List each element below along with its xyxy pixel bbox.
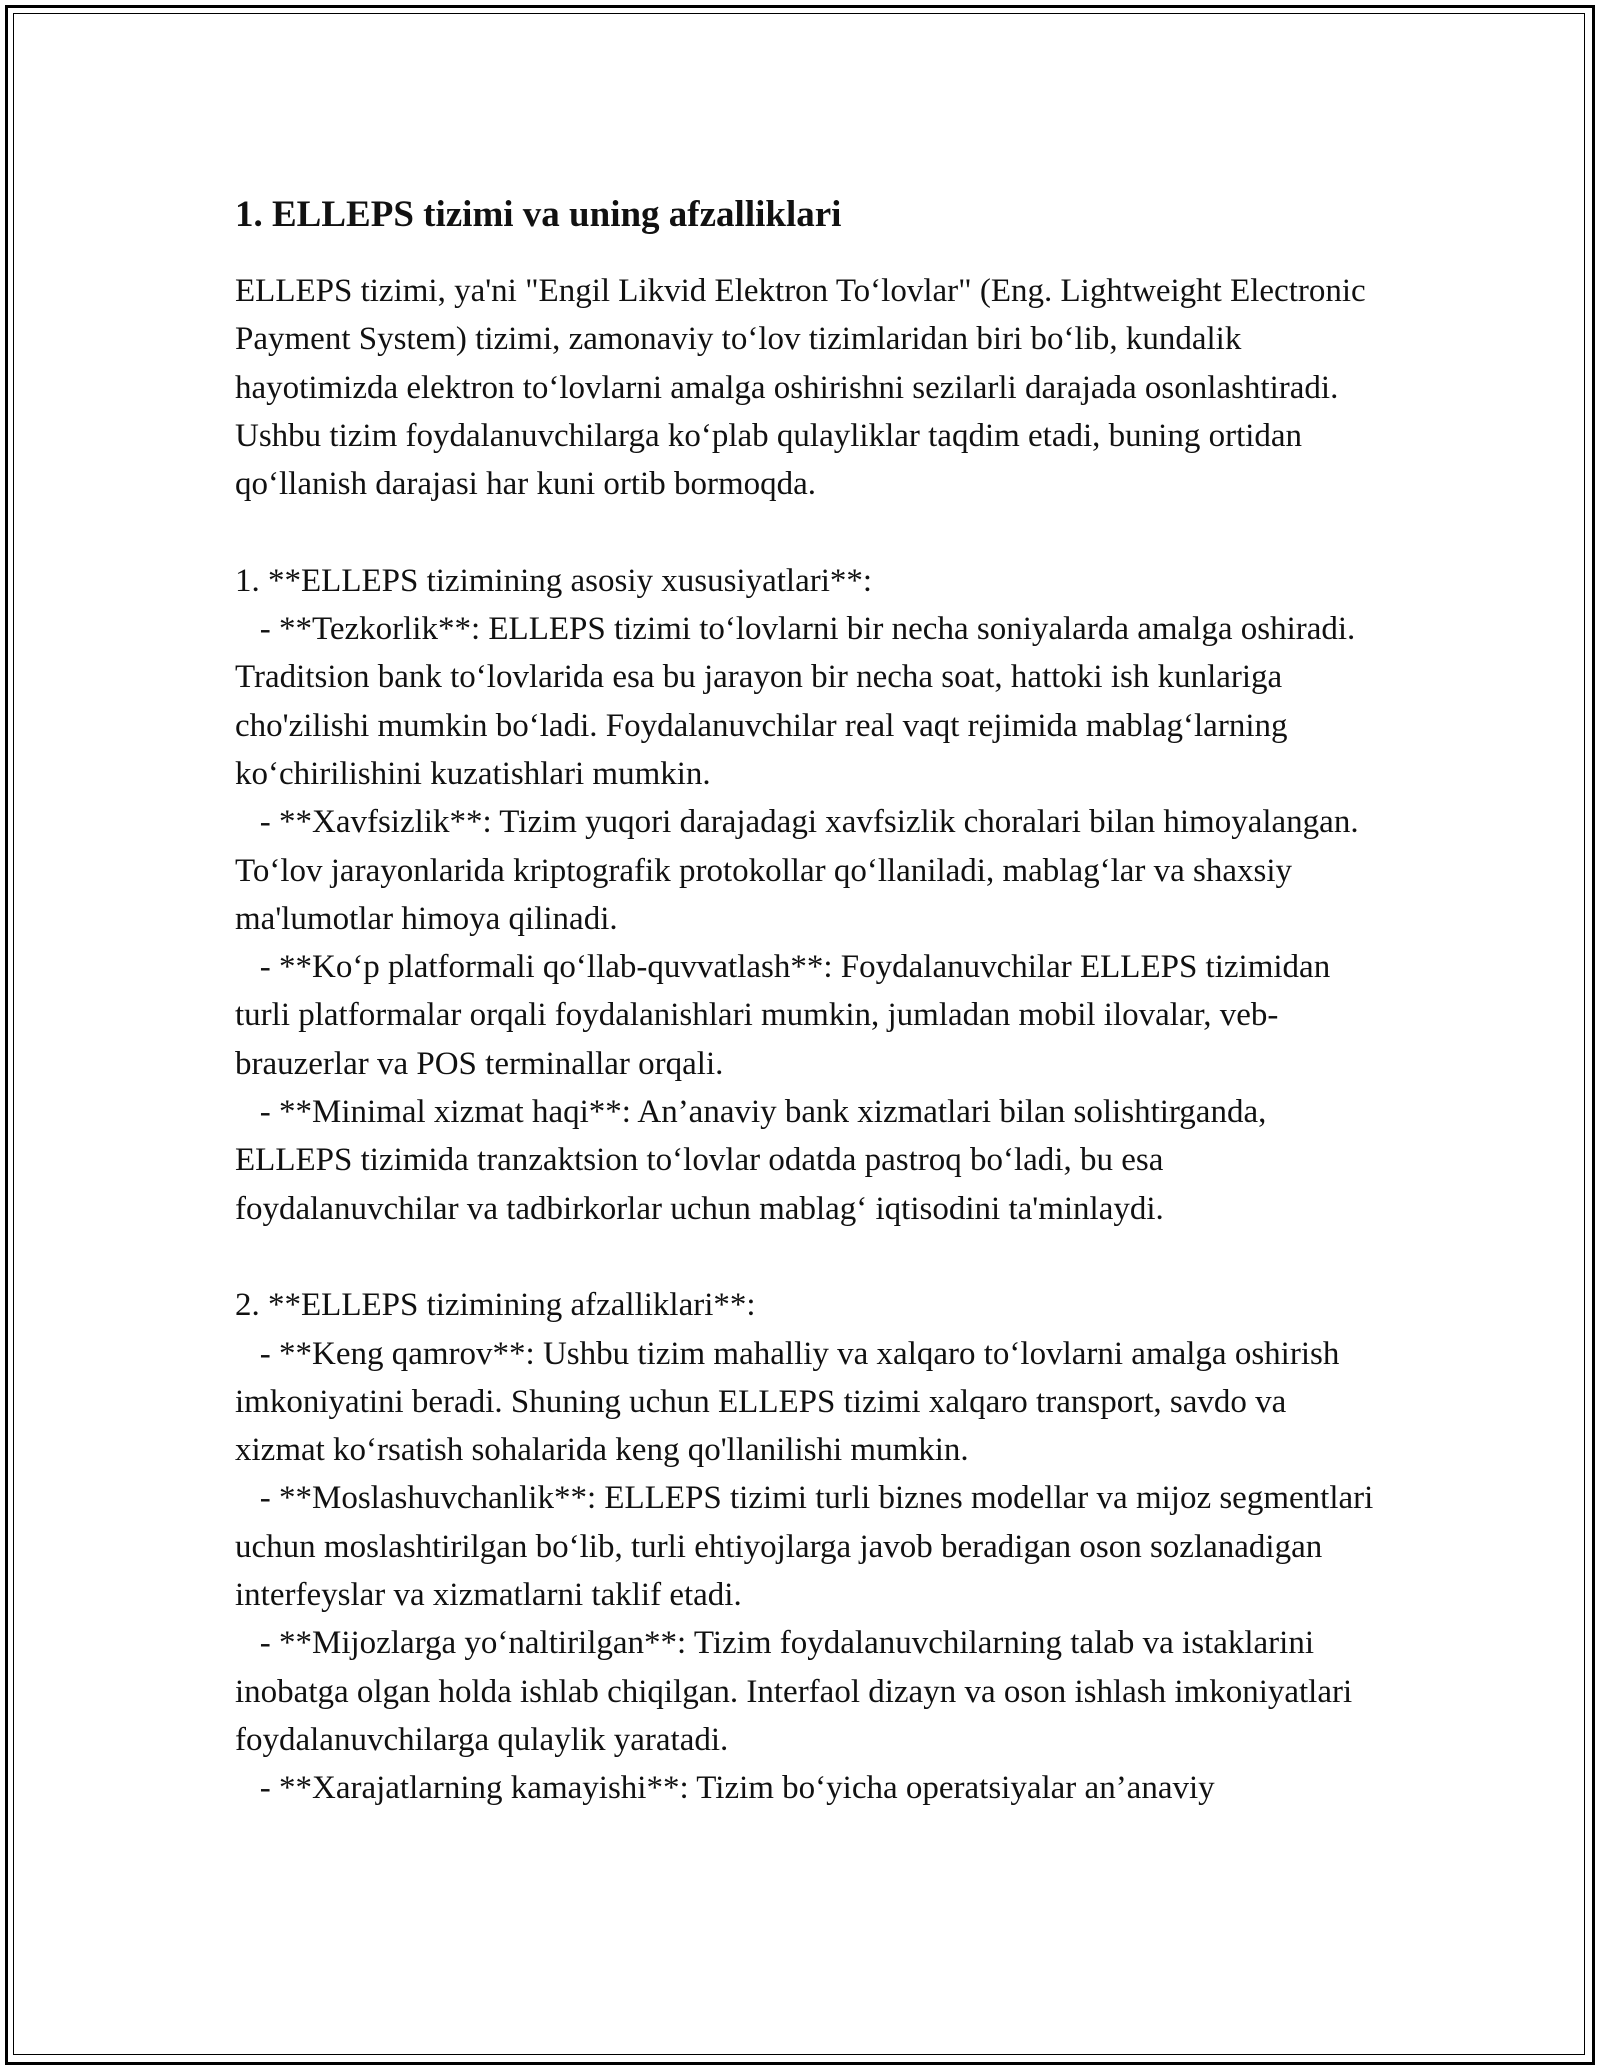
section-heading: 1. **ELLEPS tizimining asosiy xususiyatlari**: [235, 562, 873, 599]
paragraph-gap [235, 508, 1375, 556]
page-title: 1. ELLEPS tizimi va uning afzalliklari [235, 194, 842, 235]
document-page [235, 185, 1382, 1813]
list-item: - **Xavfsizlik**: Tizim yuqori darajadagi xavfsizlik choralari bilan himoyalangan. To‘lov jarayonlarida kriptografik protokollar qo‘llaniladi, mablag‘lar va shaxsiy ma'lumotlar himoya qilinadi. [235, 804, 1367, 937]
list-item: - **Xarajatlarning kamayishi**: Tizim bo‘yicha operatsiyalar an’anaviy [235, 1770, 1215, 1807]
list-item: - **Tezkorlik**: ELLEPS tizimi to‘lovlarni bir necha soniyalarda amalga oshiradi. Traditsion bank to‘lovlarida esa bu jarayon bir necha soat, hattoki ish kunlariga cho'zilishi mumkin bo‘ladi. Foydalanuvchilar real vaqt rejimida mablag‘larning ko‘chirilishini kuzatishlari mumkin. [235, 611, 1363, 792]
intro-paragraph: ELLEPS tizimi, ya'ni "Engil Likvid Elektron To‘lovlar" (Eng. Lightweight Electronic Payment System) tizimi, zamonaviy to‘lov tizimlaridan biri bo‘lib, kundalik hayotimizda elektron to‘lovlarni amalga oshirishni sezilarli darajada osonlashtiradi. Ushbu tizim foydalanuvchilarga ko‘plab qulayliklar taqdim etadi, buning ortidan qo‘llanish darajasi har kuni ortib bormoqda. [235, 273, 1374, 503]
list-item: - **Minimal xizmat haqi**: An’anaviy bank xizmatlari bilan solishtirganda, ELLEPS tizimida tranzaktsion to‘lovlar odatda pastroq bo‘ladi, bu esa foydalanuvchilar va tadbirkorlar uchun mablag‘ iqtisodini ta'minlaydi. [235, 1094, 1275, 1227]
section-heading: 2. **ELLEPS tizimining afzalliklari**: [235, 1287, 756, 1324]
paragraph-gap [235, 1233, 1375, 1281]
list-item: - **Ko‘p platformali qo‘llab-quvvatlash**: Foydalanuvchilar ELLEPS tizimidan turli platformalar orqali foydalanishlari mumkin, jumladan mobil ilovalar, veb-brauzerlar va POS terminallar orqali. [235, 949, 1339, 1082]
list-item: - **Keng qamrov**: Ushbu tizim mahalliy va xalqaro to‘lovlarni amalga oshirish imkoniyatini beradi. Shuning uchun ELLEPS tizimi xalqaro transport, savdo va xizmat ko‘rsatish sohalarida keng qo'llanilishi mumkin. [235, 1335, 1348, 1469]
list-item: - **Moslashuvchanlik**: ELLEPS tizimi turli biznes modellar va mijoz segmentlari uchun moslashtirilgan bo‘lib, turli ehtiyojlarga javob beradigan oson sozlanadigan interfeyslar va xizmatlarni taklif etadi. [235, 1480, 1382, 1614]
list-item: - **Mijozlarga yo‘naltirilgan**: Tizim foydalanuvchilarning talab va istaklarini inobatga olgan holda ishlab chiqilgan. Interfaol dizayn va oson ishlash imkoniyatlari foydalanuvchilarga qulaylik yaratadi. [235, 1625, 1361, 1758]
